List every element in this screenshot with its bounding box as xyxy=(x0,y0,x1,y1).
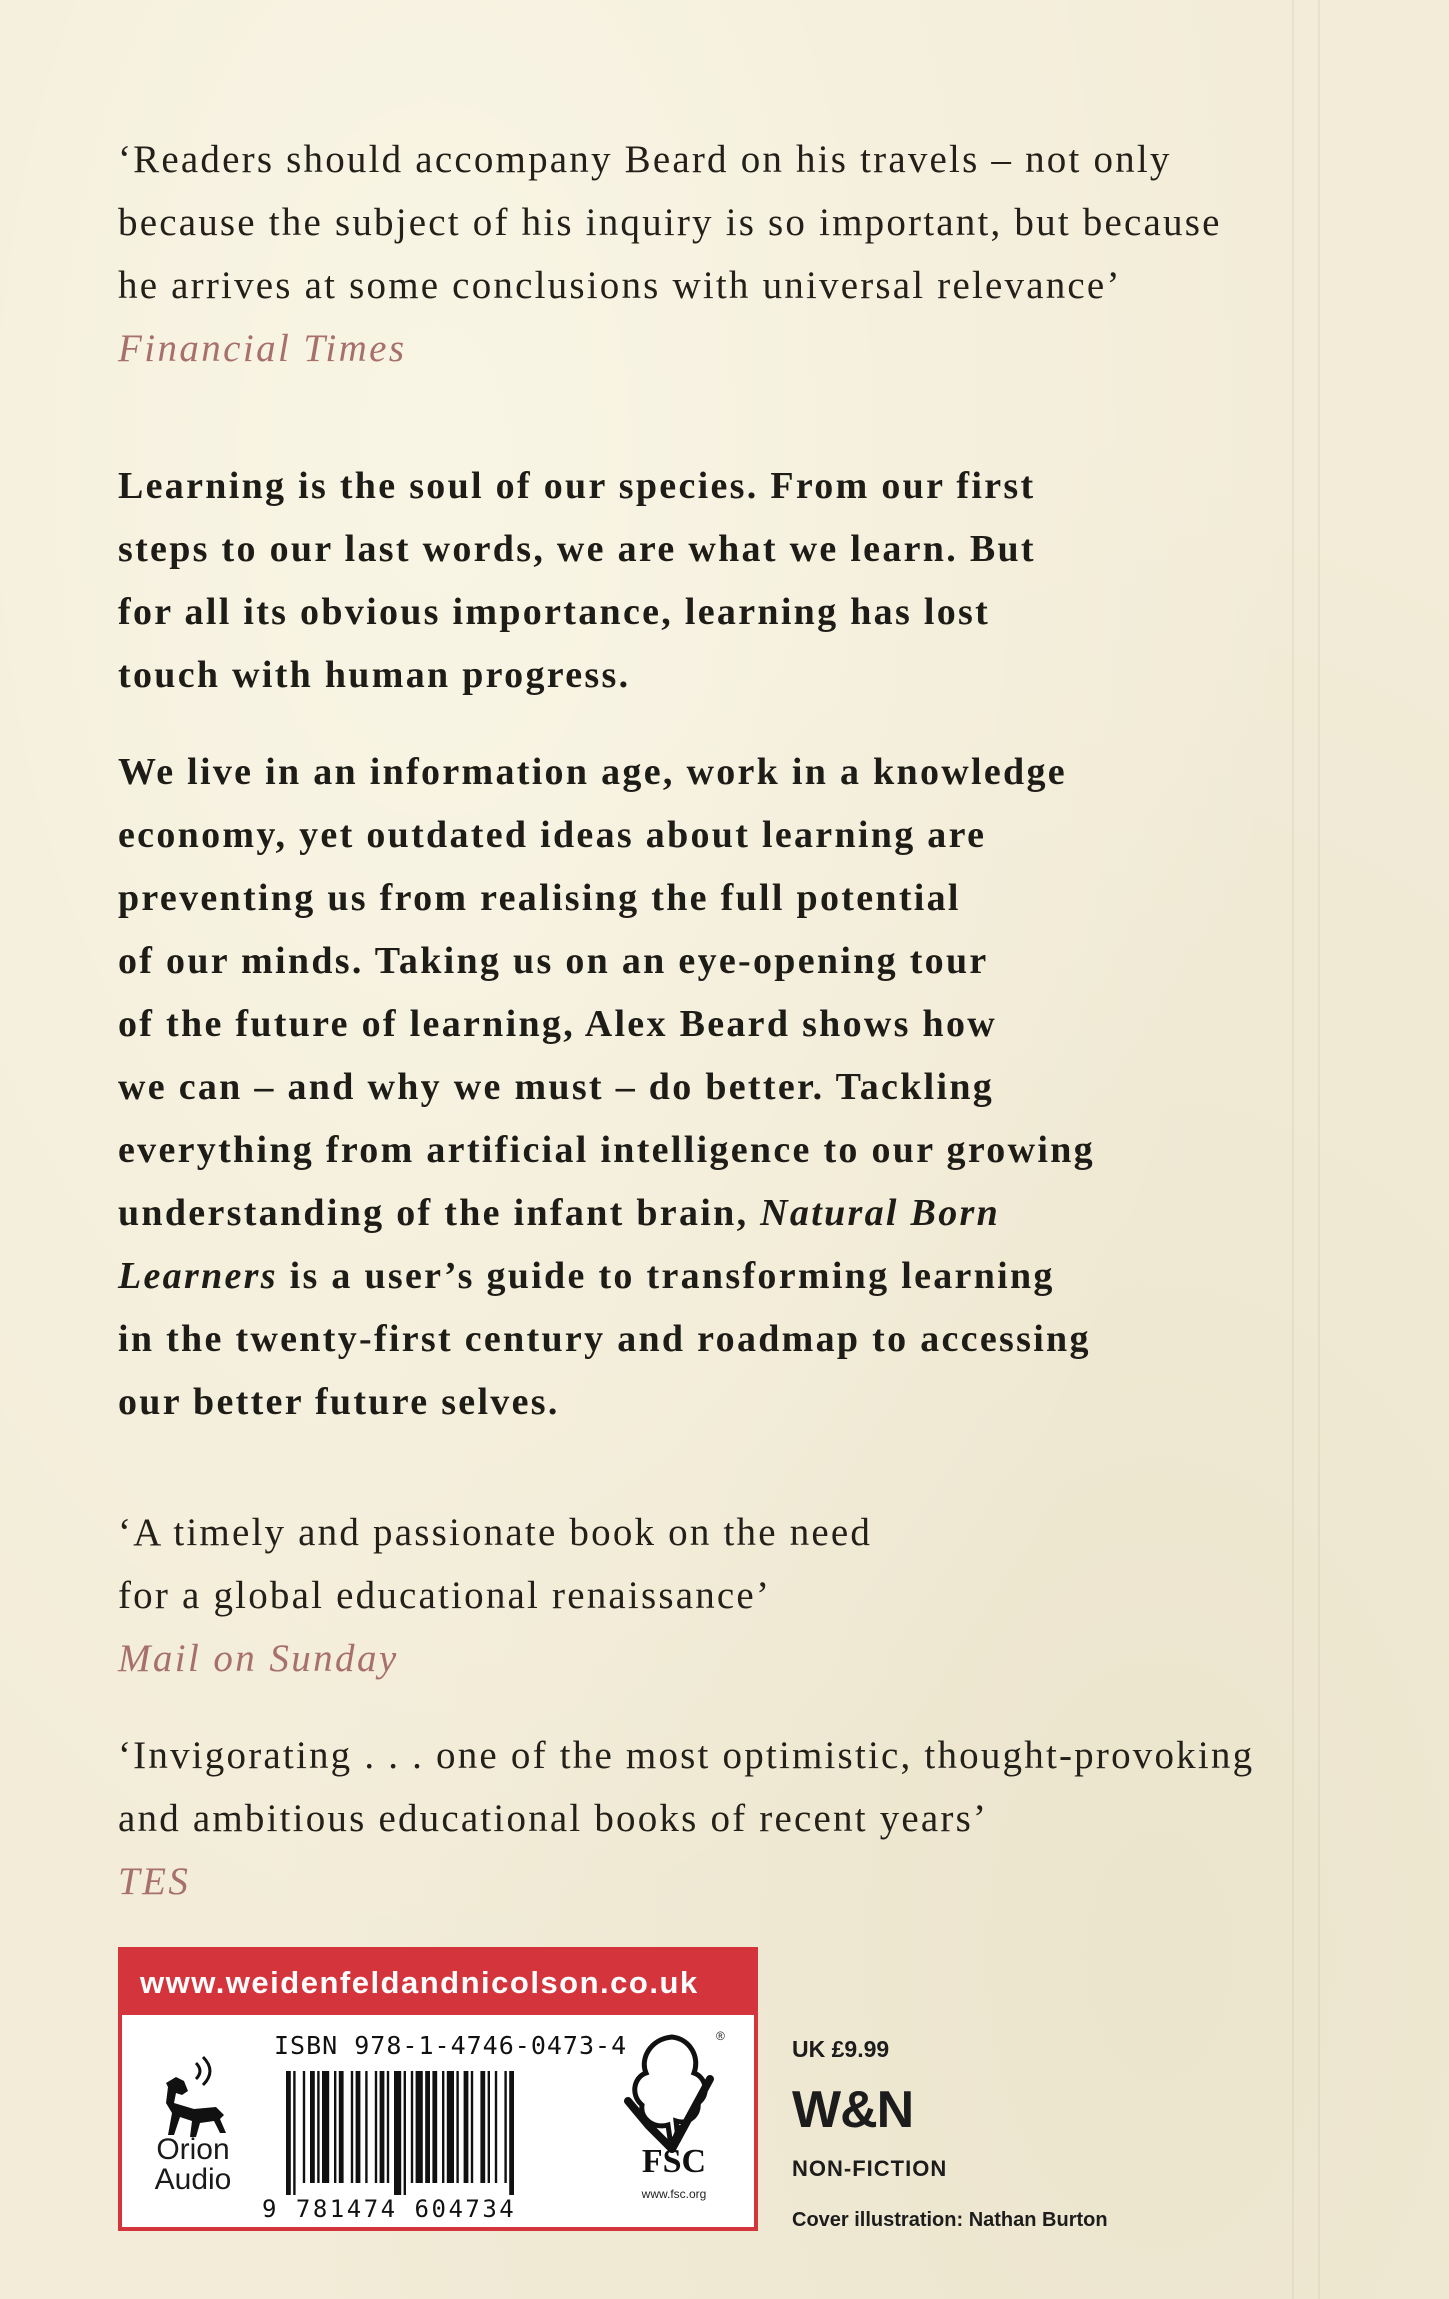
publisher-url: www.weidenfeldandnicolson.co.uk xyxy=(122,1951,754,2015)
blurb-text: understanding of the infant brain, xyxy=(118,1192,761,1234)
panel-body xyxy=(122,2015,754,2227)
blurb-line: We live in an information age, work in a knowledge xyxy=(118,751,1067,793)
quote-line: ‘Readers should accompany Beard on his travels – not only xyxy=(118,138,1172,181)
isbn-number: ISBN 978-1-4746-0473-4 xyxy=(274,2031,628,2060)
blurb-line: of the future of learning, Alex Beard shows how xyxy=(118,1003,998,1045)
blurb-line xyxy=(118,1182,1095,1245)
orion-audio-logo xyxy=(134,2135,252,2195)
category-label: NON-FICTION xyxy=(792,2156,948,2181)
barcode-digits: 9 781474 604734 xyxy=(262,2195,517,2223)
blurb-paragraph-2 xyxy=(118,741,1095,1434)
quote-source: TES xyxy=(118,1860,191,1903)
blurb-line: our better future selves. xyxy=(118,1381,560,1423)
quote-line: for a global educational renaissance’ xyxy=(118,1574,772,1617)
review-quote-financial-times xyxy=(118,128,1222,380)
fsc-url: www.fsc.org xyxy=(641,2187,707,2201)
quote-line: he arrives at some conclusions with universal relevance’ xyxy=(118,264,1122,307)
blurb-line: economy, yet outdated ideas about learning are xyxy=(118,814,987,856)
review-quote-mail-on-sunday xyxy=(118,1501,872,1690)
registered-mark: ® xyxy=(716,2029,725,2043)
price: UK £9.99 xyxy=(792,2036,890,2062)
book-title: Natural Born xyxy=(760,1192,1001,1234)
barcode-panel xyxy=(118,1947,758,2231)
blurb-paragraph-1 xyxy=(118,455,1036,707)
cover-credit: Cover illustration: Nathan Burton xyxy=(792,2209,1108,2231)
quote-line: and ambitious educational books of recent years’ xyxy=(118,1797,989,1840)
quote-source: Financial Times xyxy=(118,327,407,370)
quote-line: ‘A timely and passionate book on the need xyxy=(118,1511,873,1554)
quote-source: Mail on Sunday xyxy=(118,1637,399,1680)
blurb-line: touch with human progress. xyxy=(118,654,631,696)
blurb-line: everything from artificial intelligence to our growing xyxy=(118,1129,1095,1171)
audio-logo-line: Audio xyxy=(154,2163,232,2196)
blurb-line xyxy=(118,1245,1095,1308)
book-title: Learners xyxy=(118,1255,278,1297)
blurb-line: we can – and why we must – do better. Tackling xyxy=(118,1066,995,1108)
paper-crease xyxy=(1318,0,1320,2299)
blurb-line: steps to our last words, we are what we learn. But xyxy=(118,528,1036,570)
paper-crease xyxy=(1292,0,1294,2299)
blurb-line: in the twenty-first century and roadmap to accessing xyxy=(118,1318,1091,1360)
quote-line: ‘Invigorating . . . one of the most optimistic, thought-provoking xyxy=(118,1734,1255,1777)
barcode-image xyxy=(282,2071,578,2195)
quote-line: because the subject of his inquiry is so important, but because xyxy=(118,201,1222,244)
blurb-text: is a user’s guide to transforming learning xyxy=(277,1255,1055,1297)
fsc-label: FSC xyxy=(641,2143,707,2180)
blurb-line: for all its obvious importance, learning has lost xyxy=(118,591,991,633)
review-quote-tes xyxy=(118,1724,1254,1913)
publisher-logo: W&N xyxy=(792,2081,914,2139)
blurb-line: of our minds. Taking us on an eye-opening tour xyxy=(118,940,989,982)
audio-logo-line: Orion xyxy=(156,2133,230,2166)
blurb-line: preventing us from realising the full potential xyxy=(118,877,961,919)
blurb-line: Learning is the soul of our species. From our first xyxy=(118,465,1036,507)
